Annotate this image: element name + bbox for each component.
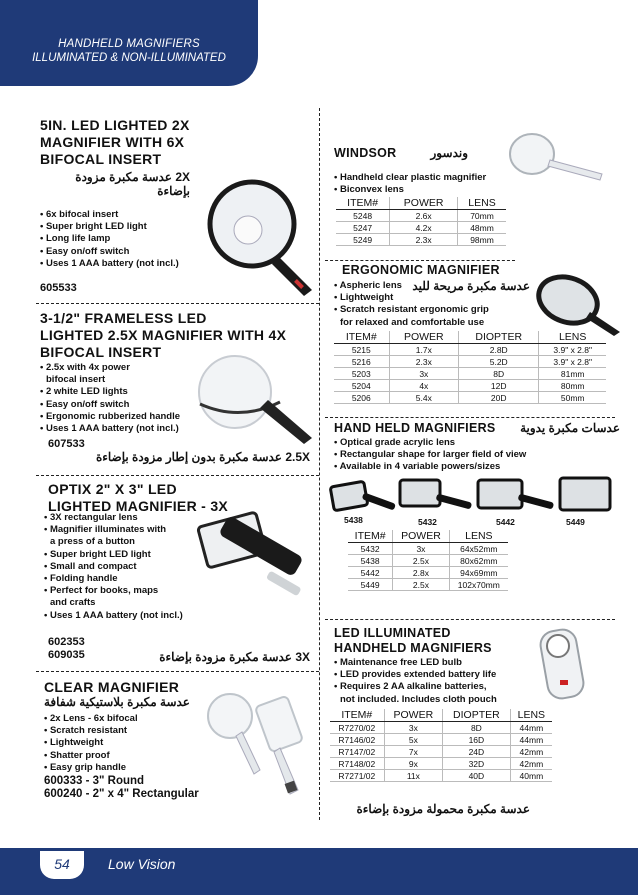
section-divider (325, 260, 515, 261)
table-row: 5442 2.8x 94x69mm (348, 567, 508, 579)
table-row: 5432 3x 64x52mm (348, 543, 508, 555)
product-title-windsor: WINDSOR (334, 146, 397, 160)
arabic-caption: عدسة مكبرة بلاستيكية شفافة (44, 695, 190, 709)
product-title-led: LED ILLUMINATED HANDHELD MAGNIFIERS (334, 626, 492, 655)
product-title-optix: OPTIX 2" X 3" LED LIGHTED MAGNIFIER - 3X (48, 481, 229, 514)
handheld-magnifiers-image (328, 474, 618, 518)
table-row: R7271/02 11x 40D 40mm (330, 770, 552, 782)
section-divider (36, 671, 319, 672)
product-title-lighted5: 5IN. LED LIGHTED 2X MAGNIFIER WITH 6X BIFOCAL INSERT (40, 117, 190, 167)
ergonomic-magnifier-image (530, 270, 622, 336)
product-title-handheld: HAND HELD MAGNIFIERS (334, 421, 496, 435)
item-codes: 600333 - 3" Round 600240 - 2" x 4" Rectangular (44, 775, 199, 800)
arabic-caption: عدسة مكبرة مريحة لليد (412, 279, 530, 293)
table-row: 5247 4.2x 48mm (336, 222, 506, 234)
feature-list: • Optical grade acrylic lens • Rectangular shape for larger field of view • Available in 4 variable powers/sizes (334, 437, 527, 473)
image-label: 5449 (566, 517, 585, 527)
table-row: 5203 3x 8D 81mm (334, 368, 606, 380)
col-header: POWER (384, 709, 442, 722)
arabic-caption: وندسور (430, 146, 468, 160)
col-header: LENS (510, 709, 552, 722)
ergonomic-spec-table (334, 331, 606, 404)
col-header: DIOPTER (443, 709, 511, 722)
page-number: 54 (54, 856, 70, 872)
table-row: R7270/02 3x 8D 44mm (330, 722, 552, 734)
windsor-spec-table (336, 197, 506, 246)
image-label: 5438 (344, 515, 363, 525)
table-row: 5248 2.6x 70mm (336, 210, 506, 222)
feature-list: • 2.5x with 4x power bifocal insert • 2 white LED lights • Easy on/off switch • Ergonomic rubberized handle • Uses 1 AAA battery (not incl.) (40, 362, 181, 435)
feature-list: • Handheld clear plastic magnifier • Biconvex lens (334, 172, 487, 196)
col-header: ITEM# (334, 331, 389, 344)
table-row: 5216 2.3x 5.2D 3.9" x 2.8" (334, 356, 606, 368)
item-code: 605533 (40, 282, 77, 294)
col-header: LENS (539, 331, 606, 344)
table-row: R7146/02 5x 16D 44mm (330, 734, 552, 746)
feature-list: • 3X rectangular lens • Magnifier illuminates with a press of a button • Super bright LED light • Small and compact • Folding handle • Perfect for books, maps and crafts • Uses 1 AAA battery (not incl.) (44, 512, 183, 621)
feature-list: • Maintenance free LED bulb • LED provides extended battery life • Requires 2 AA alkaline batteries, not included. Includes cloth pouch (334, 657, 497, 705)
arabic-caption: عدسة مكبرة محمولة مزودة بإضاءة (356, 802, 530, 816)
handheld-spec-table (348, 530, 508, 591)
section-divider (325, 619, 615, 620)
feature-list: • 6x bifocal insert • Super bright LED light • Long life lamp • Easy on/off switch • Uses 1 AAA battery (not incl.) (40, 209, 179, 269)
header-title-line2: ILLUMINATED & NON-ILLUMINATED (32, 52, 226, 64)
table-row: 5204 4x 12D 80mm (334, 380, 606, 392)
led-spec-table (330, 709, 552, 782)
image-label: 5442 (496, 517, 515, 527)
table-row: R7147/02 7x 24D 42mm (330, 746, 552, 758)
section-divider (36, 303, 319, 304)
footer-bar (0, 848, 638, 895)
table-row: 5206 5.4x 20D 50mm (334, 392, 606, 404)
product-title-ergonomic: ERGONOMIC MAGNIFIER (342, 263, 500, 277)
clear-magnifier-image (200, 690, 318, 800)
windsor-magnifier-image (506, 130, 606, 182)
table-row: 5438 2.5x 80x62mm (348, 555, 508, 567)
col-header: POWER (390, 197, 458, 210)
col-header: DIOPTER (459, 331, 539, 344)
table-row: R7148/02 9x 32D 42mm (330, 758, 552, 770)
col-header: ITEM# (348, 530, 393, 543)
frameless-magnifier-image (180, 352, 315, 447)
col-header: LENS (449, 530, 508, 543)
footer-label: Low Vision (108, 856, 176, 872)
col-header: ITEM# (336, 197, 390, 210)
section-divider (36, 475, 319, 476)
arabic-caption: 2X عدسة مكبرة مزودة بإضاءة (75, 170, 190, 198)
arabic-caption: 3X عدسة مكبرة مزودة بإضاءة (159, 650, 310, 664)
lighted-magnifier-image (200, 178, 320, 300)
table-row: 5249 2.3x 98mm (336, 234, 506, 246)
col-header: LENS (458, 197, 506, 210)
table-row: 5215 1.7x 2.8D 3.9" x 2.8" (334, 344, 606, 356)
col-header: POWER (389, 331, 458, 344)
header-title-line1: HANDHELD MAGNIFIERS (58, 38, 200, 50)
optix-magnifier-image (188, 505, 318, 610)
led-magnifier-image (530, 624, 602, 704)
feature-list: • 2x Lens - 6x bifocal • Scratch resistant • Lightweight • Shatter proof • Easy grip handle (44, 713, 138, 773)
product-title-frameless: 3-1/2" FRAMELESS LED LIGHTED 2.5X MAGNIFIER WITH 4X BIFOCAL INSERT (40, 310, 287, 360)
image-label: 5432 (418, 517, 437, 527)
arabic-caption: عدسات مكبرة يدوية (520, 421, 620, 435)
col-header: ITEM# (330, 709, 384, 722)
table-row: 5449 2.5x 102x70mm (348, 579, 508, 591)
col-header: POWER (393, 530, 449, 543)
item-codes: 602353 609035 (48, 636, 85, 661)
section-divider (325, 417, 615, 418)
product-title-clear: CLEAR MAGNIFIER (44, 679, 180, 695)
feature-list: • Aspheric lens • Lightweight • Scratch resistant ergonomic grip for relaxed and comfortable use (334, 280, 489, 328)
item-code: 607533 (48, 438, 85, 450)
arabic-caption: 2.5X عدسة مكبرة بدون إطار مزودة بإضاءة (95, 450, 310, 464)
